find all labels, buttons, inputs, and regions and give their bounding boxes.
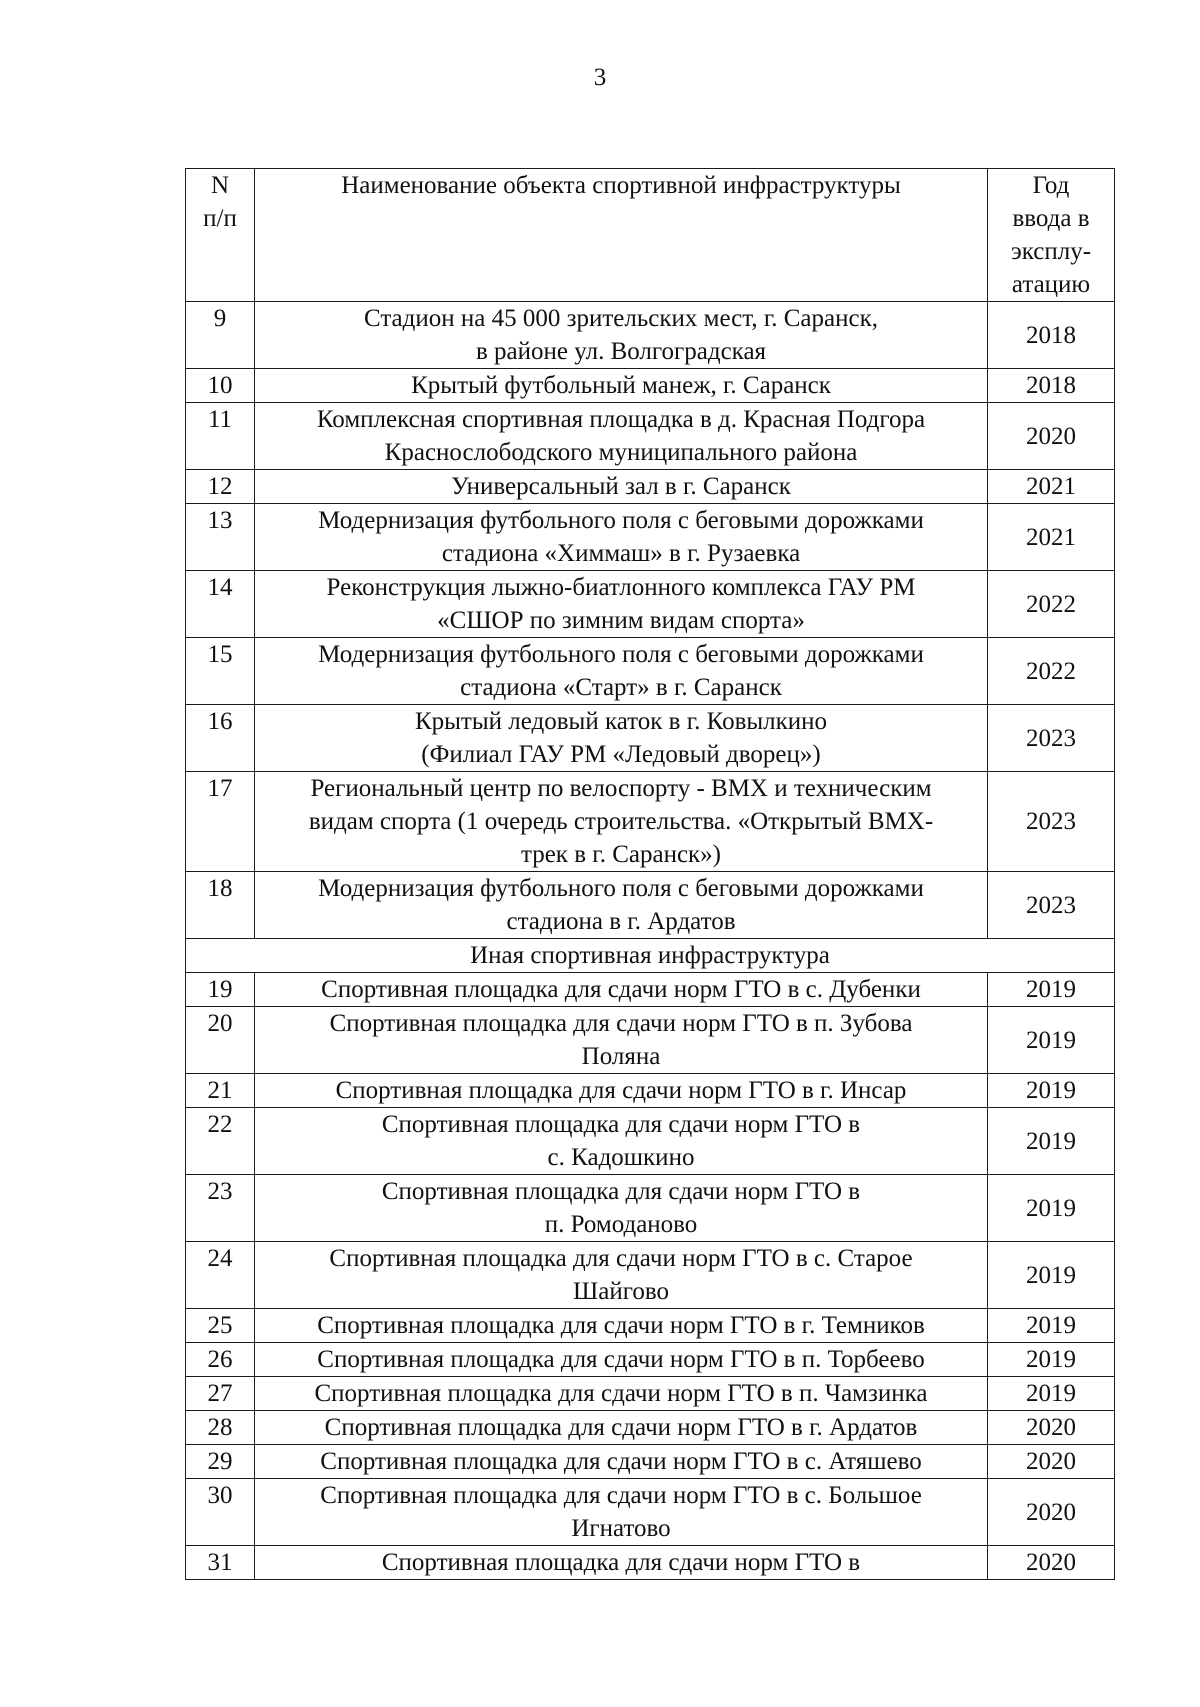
object-name-line: Модернизация футбольного поля с беговыми дорожками [318,507,924,534]
object-name-line: Спортивная площадка для сдачи норм ГТО в с. Дубенки [321,976,921,1003]
table-row [186,302,1115,369]
row-commission-year: 2019 [988,973,1115,1007]
object-name-line: Крытый ледовый каток в г. Ковылкино [414,708,828,735]
row-number: 14 [186,571,255,638]
row-commission-year: 2018 [988,369,1115,403]
header-year-line: эксплу- [1010,238,1092,265]
table-section [186,939,1115,973]
object-name-line: Спортивная площадка для сдачи норм ГТО в г. Темников [317,1312,925,1339]
row-number: 12 [186,470,255,504]
object-name-line: Поляна [581,1043,661,1070]
object-name-line: Спортивная площадка для сдачи норм ГТО в г. Инсар [335,1077,907,1104]
table-row [186,1343,1115,1377]
object-name-line: Крытый футбольный манеж, г. Саранск [411,372,831,399]
object-name-line: «СШОР по зимним видам спорта» [437,607,805,634]
object-name-line: Спортивная площадка для сдачи норм ГТО в [381,1178,861,1205]
row-commission-year: 2020 [988,1411,1115,1445]
object-name-line: Спортивная площадка для сдачи норм ГТО в [381,1111,861,1138]
table-row [186,973,1115,1007]
object-name-line: стадиона «Старт» в г. Саранск [460,674,782,701]
table-row [186,403,1115,470]
row-number: 27 [186,1377,255,1411]
row-object-name [255,1175,988,1242]
row-number: 25 [186,1309,255,1343]
header-number-line: N [210,172,230,199]
object-name-line: Модернизация футбольного поля с беговыми дорожками [318,641,924,668]
row-object-name [255,1546,988,1580]
object-name-line: Комплексная спортивная площадка в д. Красная Подгора [316,406,926,433]
row-commission-year: 2021 [988,470,1115,504]
row-commission-year: 2023 [988,705,1115,772]
row-commission-year: 2018 [988,302,1115,369]
row-object-name [255,638,988,705]
object-name-line: Краснослободского муниципального района [384,439,858,466]
row-commission-year: 2020 [988,1546,1115,1580]
header-number [186,169,255,302]
table-row [186,872,1115,939]
table-row [186,1242,1115,1309]
row-number: 23 [186,1175,255,1242]
object-name-line: в районе ул. Волгоградская [475,338,767,365]
row-number: 20 [186,1007,255,1074]
row-commission-year: 2022 [988,638,1115,705]
header-commission-year [988,169,1115,302]
object-name-line: Спортивная площадка для сдачи норм ГТО в п. Торбеево [317,1346,925,1373]
table-row [186,504,1115,571]
object-name-line: Спортивная площадка для сдачи норм ГТО в с. Старое [329,1245,913,1272]
object-name-line: Спортивная площадка для сдачи норм ГТО в п. Зубова [329,1010,913,1037]
row-object-name [255,1411,988,1445]
row-object-name [255,1479,988,1546]
row-commission-year: 2019 [988,1007,1115,1074]
row-commission-year: 2019 [988,1175,1115,1242]
row-object-name [255,1242,988,1309]
row-commission-year: 2020 [988,403,1115,470]
object-name-line: Модернизация футбольного поля с беговыми дорожками [318,875,924,902]
row-object-name [255,302,988,369]
row-number: 13 [186,504,255,571]
row-number: 29 [186,1445,255,1479]
row-commission-year: 2021 [988,504,1115,571]
row-object-name [255,1343,988,1377]
table-row [186,1411,1115,1445]
table-body-main [186,302,1115,939]
object-name-line: стадиона в г. Ардатов [506,908,736,935]
row-number: 10 [186,369,255,403]
object-name-line: Игнатово [571,1515,671,1542]
row-commission-year: 2020 [988,1445,1115,1479]
table-row [186,571,1115,638]
row-object-name [255,1007,988,1074]
table-row [186,638,1115,705]
table-row [186,1007,1115,1074]
table-row [186,772,1115,872]
object-name-line: Универсальный зал в г. Саранск [451,473,791,500]
row-commission-year: 2023 [988,872,1115,939]
row-number: 28 [186,1411,255,1445]
object-name-line: Реконструкция лыжно-биатлонного комплекса ГАУ РМ [326,574,916,601]
row-commission-year: 2022 [988,571,1115,638]
object-name-line: видам спорта (1 очередь строительства. «Открытый BMX- [308,808,934,835]
header-year-line: атацию [1011,271,1091,298]
row-number: 22 [186,1108,255,1175]
header-number-line: п/п [203,205,237,232]
row-commission-year: 2019 [988,1343,1115,1377]
row-object-name [255,1074,988,1108]
row-number: 24 [186,1242,255,1309]
object-name-line: Стадион на 45 000 зрительских мест, г. Саранск, [363,305,878,332]
table-row [186,1309,1115,1343]
row-object-name [255,1377,988,1411]
object-name-line: Спортивная площадка для сдачи норм ГТО в г. Ардатов [324,1414,918,1441]
header-year-line: Год [1032,172,1070,199]
row-commission-year: 2020 [988,1479,1115,1546]
table-row [186,1377,1115,1411]
object-name-line: (Филиал ГАУ РМ «Ледовый дворец») [421,741,821,768]
row-object-name [255,369,988,403]
row-commission-year: 2019 [988,1108,1115,1175]
row-number: 21 [186,1074,255,1108]
row-number: 30 [186,1479,255,1546]
object-name-line: Региональный центр по велоспорту - BMX и техническим [310,775,932,802]
row-object-name [255,1309,988,1343]
object-name-line: с. Кадошкино [547,1144,695,1171]
object-name-line: п. Ромоданово [544,1211,698,1238]
row-commission-year: 2019 [988,1377,1115,1411]
section-title: Иная спортивная инфраструктура [186,939,1115,973]
table-header-row [186,169,1115,302]
table-row [186,1445,1115,1479]
table-row [186,1479,1115,1546]
object-name-line: Спортивная площадка для сдачи норм ГТО в [381,1549,861,1576]
row-number: 19 [186,973,255,1007]
row-number: 31 [186,1546,255,1580]
table-row [186,369,1115,403]
object-name-line: Спортивная площадка для сдачи норм ГТО в с. Атяшево [320,1448,922,1475]
row-commission-year: 2019 [988,1309,1115,1343]
row-object-name [255,403,988,470]
row-commission-year: 2019 [988,1074,1115,1108]
table-body-other [186,973,1115,1580]
row-number: 26 [186,1343,255,1377]
table-row [186,705,1115,772]
section-row [186,939,1115,973]
row-object-name [255,571,988,638]
object-name-line: стадиона «Химмаш» в г. Рузаевка [441,540,801,567]
row-number: 11 [186,403,255,470]
row-number: 9 [186,302,255,369]
row-object-name [255,470,988,504]
object-name-line: трек в г. Саранск») [520,841,722,868]
row-number: 15 [186,638,255,705]
object-name-line: Спортивная площадка для сдачи норм ГТО в с. Большое [320,1482,922,1509]
row-commission-year: 2023 [988,772,1115,872]
sports-infrastructure-table [185,168,1115,1580]
object-name-line: Шайгово [573,1278,669,1305]
page-number: 3 [593,64,607,91]
table-row [186,1074,1115,1108]
row-commission-year: 2019 [988,1242,1115,1309]
row-number: 16 [186,705,255,772]
header-year-line: ввода в [1012,205,1090,232]
table-row [186,470,1115,504]
table-row [186,1546,1115,1580]
row-number: 17 [186,772,255,872]
row-number: 18 [186,872,255,939]
table-row [186,1175,1115,1242]
table-row [186,1108,1115,1175]
row-object-name [255,1445,988,1479]
header-object-name: Наименование объекта спортивной инфраструктуры [255,169,988,302]
row-object-name [255,973,988,1007]
object-name-line: Спортивная площадка для сдачи норм ГТО в п. Чамзинка [314,1380,928,1407]
row-object-name [255,772,988,872]
row-object-name [255,872,988,939]
row-object-name [255,1108,988,1175]
row-object-name [255,705,988,772]
row-object-name [255,504,988,571]
